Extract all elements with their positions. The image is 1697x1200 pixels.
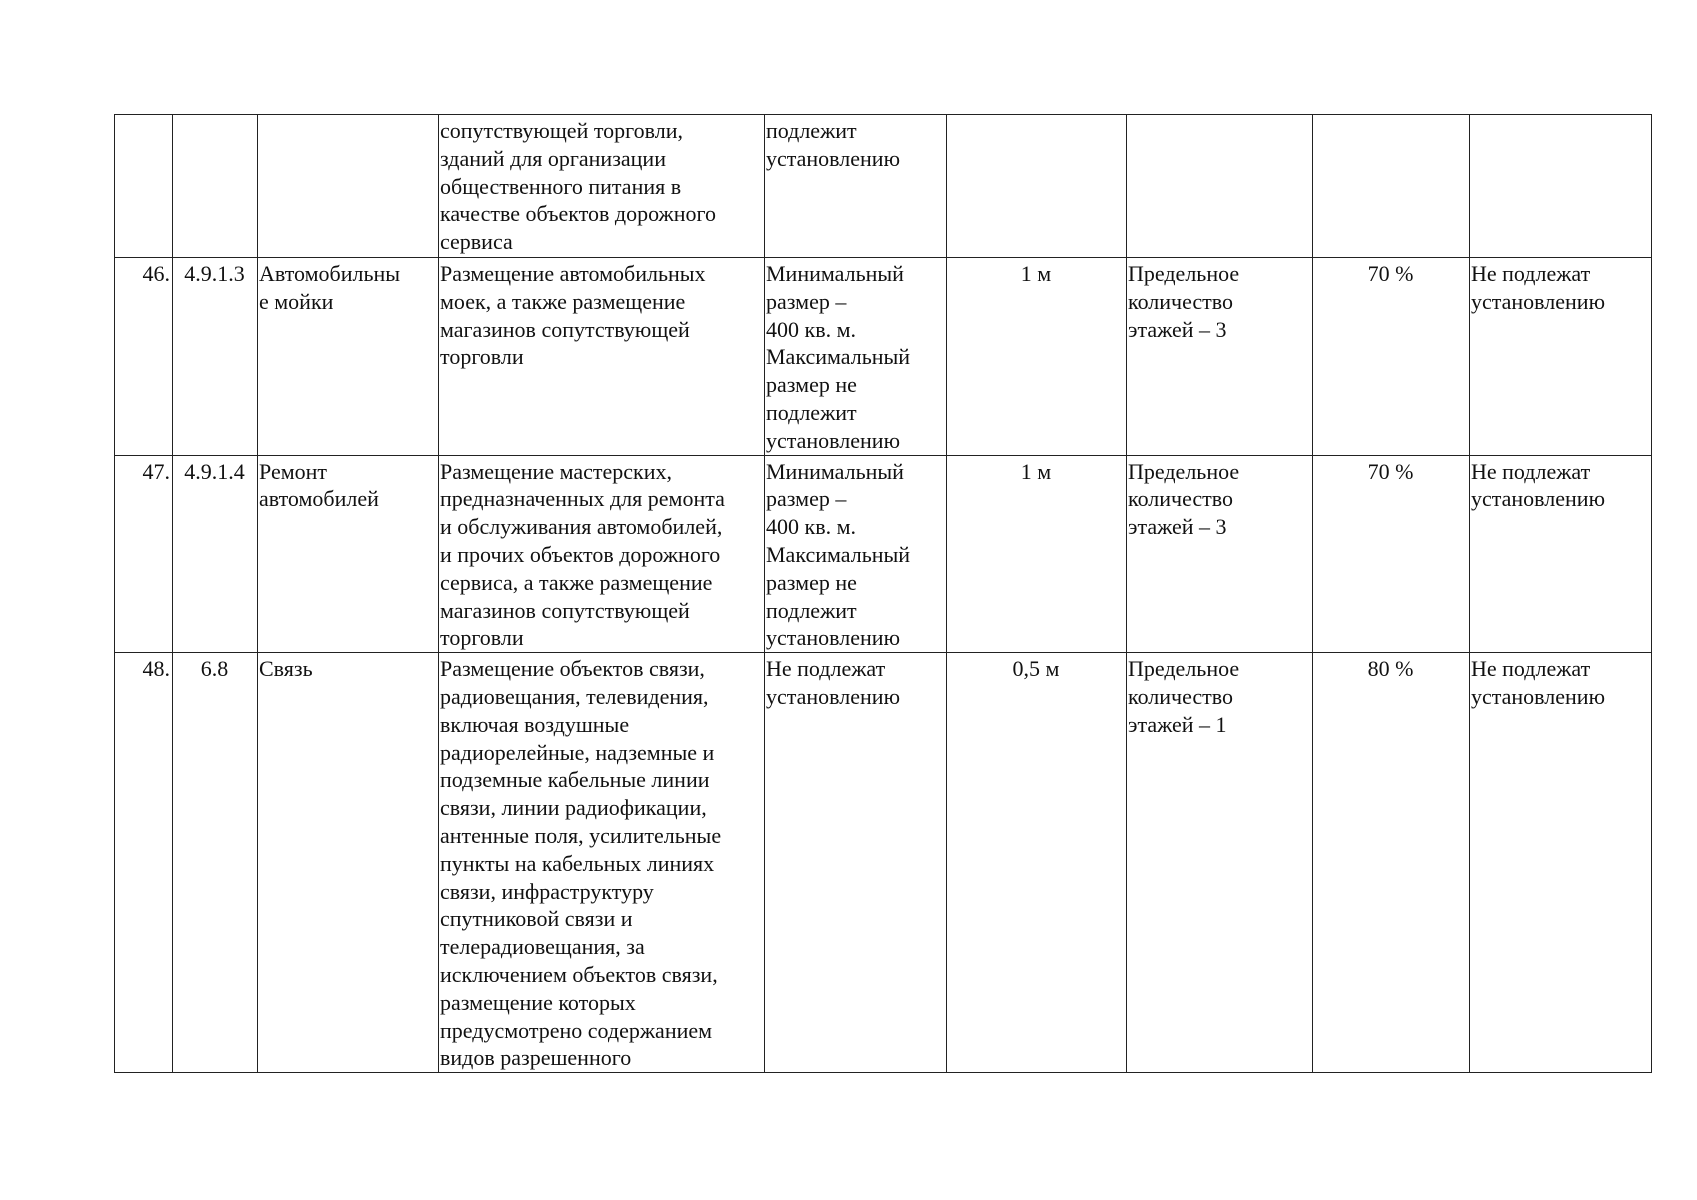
table-row [115, 455, 1652, 653]
plot-size: Минимальный размер – 400 кв. м. Максимальный размер не подлежит установлению [765, 455, 947, 653]
use-name: Ремонт автомобилей [258, 455, 439, 653]
use-name: Связь [258, 653, 439, 1073]
floors-limit: Предельное количество этажей – 3 [1127, 258, 1313, 456]
use-description: сопутствующей торговли, зданий для организации общественного питания в качестве объектов дорожного сервиса [439, 115, 765, 258]
use-code [173, 115, 258, 258]
floors-limit: Предельное количество этажей – 3 [1127, 455, 1313, 653]
floors-limit: Предельное количество этажей – 1 [1127, 653, 1313, 1073]
coverage-percent: 70 % [1313, 258, 1470, 456]
restrictions [1470, 115, 1652, 258]
setback [947, 115, 1127, 258]
table-row [115, 258, 1652, 456]
setback: 0,5 м [947, 653, 1127, 1073]
use-code: 4.9.1.4 [173, 455, 258, 653]
setback: 1 м [947, 455, 1127, 653]
use-code: 4.9.1.3 [173, 258, 258, 456]
coverage-percent: 80 % [1313, 653, 1470, 1073]
setback: 1 м [947, 258, 1127, 456]
use-description: Размещение объектов связи, радиовещания, телевидения, включая воздушные радиорелейные, надземные и подземные кабельные линии связи, линии радиофикации, антенные поля, усилительные пункты на кабельных линиях связи, инфраструктуру спутниковой связи и телерадиовещания, за исключением объектов связи, размещение которых предусмотрено содержанием видов разрешенного [439, 653, 765, 1073]
plot-size: Не подлежат установлению [765, 653, 947, 1073]
row-number: 46. [115, 258, 173, 456]
restrictions: Не подлежат установлению [1470, 653, 1652, 1073]
land-use-table [114, 114, 1652, 1073]
floors-limit [1127, 115, 1313, 258]
restrictions: Не подлежат установлению [1470, 455, 1652, 653]
row-number: 47. [115, 455, 173, 653]
table-row [115, 653, 1652, 1073]
use-description: Размещение автомобильных моек, а также размещение магазинов сопутствующей торговли [439, 258, 765, 456]
row-number: 48. [115, 653, 173, 1073]
plot-size: Минимальный размер – 400 кв. м. Максимальный размер не подлежит установлению [765, 258, 947, 456]
use-code: 6.8 [173, 653, 258, 1073]
use-name [258, 115, 439, 258]
plot-size: подлежит установлению [765, 115, 947, 258]
use-description: Размещение мастерских, предназначенных для ремонта и обслуживания автомобилей, и прочих объектов дорожного сервиса, а также размещение магазинов сопутствующей торговли [439, 455, 765, 653]
row-number [115, 115, 173, 258]
table-row [115, 115, 1652, 258]
coverage-percent [1313, 115, 1470, 258]
restrictions: Не подлежат установлению [1470, 258, 1652, 456]
use-name: Автомобильны е мойки [258, 258, 439, 456]
coverage-percent: 70 % [1313, 455, 1470, 653]
